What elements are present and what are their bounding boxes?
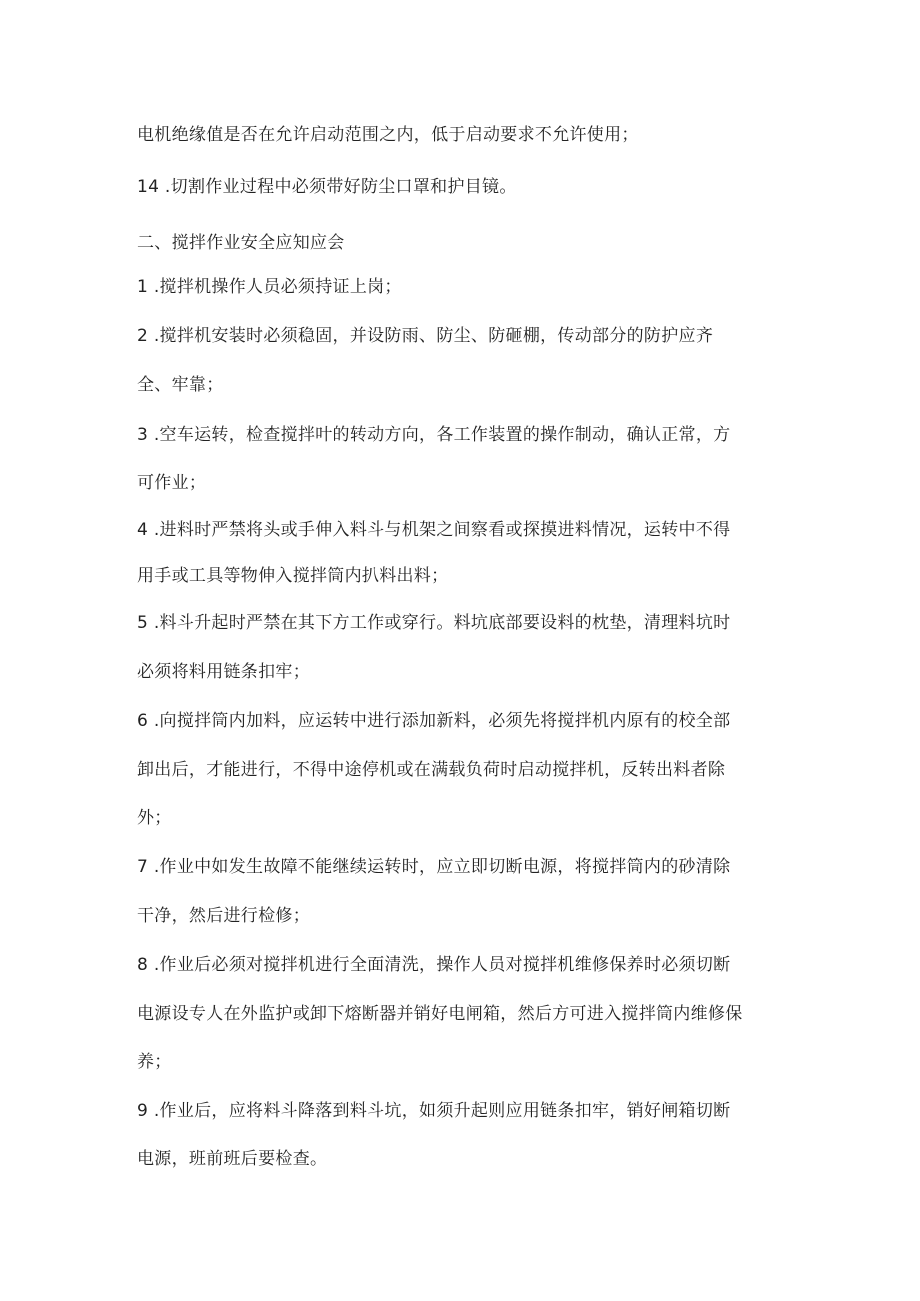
- text-line: 14 .切割作业过程中必须带好防尘口罩和护目镜。: [137, 177, 517, 197]
- text-line: 外；: [137, 808, 172, 828]
- text-line: 电源设专人在外监护或卸下熔断器并销好电闸箱，然后方可进入搅拌筒内维修保: [137, 1004, 743, 1024]
- text-line: 1 .搅拌机操作人员必须持证上岗；: [137, 277, 402, 297]
- text-line: 必须将料用链条扣牢；: [137, 662, 310, 682]
- text-line: 8 .作业后必须对搅拌机进行全面清洗，操作人员对搅拌机维修保养时必须切断: [137, 955, 731, 975]
- text-line: 可作业；: [137, 473, 207, 493]
- text-line: 卸出后，才能进行，不得中途停机或在满载负荷时启动搅拌机，反转出料者除: [137, 760, 726, 780]
- text-line: 4 .进料时严禁将头或手伸入料斗与机架之间察看或探摸进料情况，运转中不得: [137, 520, 731, 540]
- text-line: 7 .作业中如发生故障不能继续运转时，应立即切断电源，将搅拌筒内的砂清除: [137, 857, 731, 877]
- text-line: 3 .空车运转，检查搅拌叶的转动方向，各工作装置的操作制动，确认正常，方: [137, 425, 731, 445]
- text-line: 干净，然后进行检修；: [137, 906, 310, 926]
- text-line: 全、牢靠；: [137, 375, 224, 395]
- text-line: 电源，班前班后要检查。: [137, 1149, 328, 1169]
- section-heading: 二、搅拌作业安全应知应会: [137, 233, 345, 253]
- text-line: 6 .向搅拌筒内加料，应运转中进行添加新料，必须先将搅拌机内原有的校全部: [137, 711, 731, 731]
- text-line: 9 .作业后，应将料斗降落到料斗坑，如须升起则应用链条扣牢，销好闸箱切断: [137, 1101, 731, 1121]
- text-line: 5 .料斗升起时严禁在其下方工作或穿行。料坑底部要设料的枕垫，清理料坑时: [137, 613, 731, 633]
- text-line: 2 .搅拌机安装时必须稳固，并设防雨、防尘、防砸棚，传动部分的防护应齐: [137, 326, 714, 346]
- text-line: 养；: [137, 1052, 172, 1072]
- text-line: 用手或工具等物伸入搅拌筒内扒料出料；: [137, 566, 449, 586]
- text-line: 电机绝缘值是否在允许启动范围之内，低于启动要求不允许使用；: [137, 125, 639, 145]
